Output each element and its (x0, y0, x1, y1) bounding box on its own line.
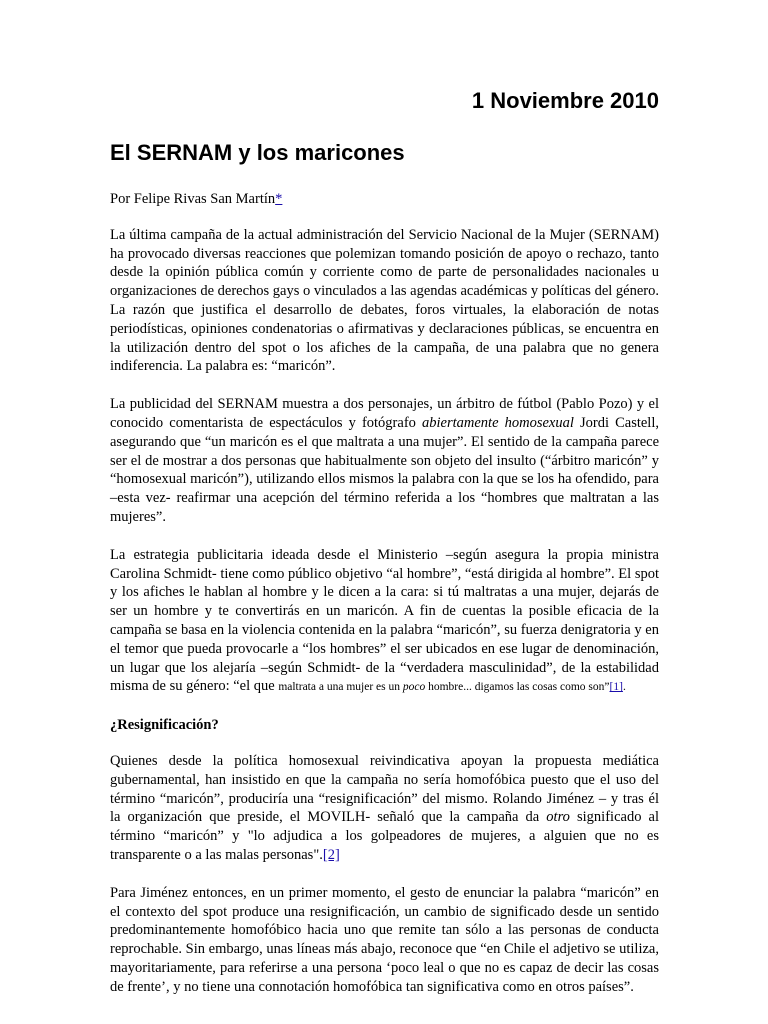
paragraph-2-emphasis: abiertamente homosexual (422, 414, 574, 431)
byline (110, 190, 659, 209)
quote-small (278, 681, 626, 693)
paragraph-4 (110, 752, 659, 865)
paragraph-3 (110, 546, 659, 697)
article-title: El SERNAM y los maricones (110, 140, 405, 165)
section-heading: ¿Resignificación? (110, 717, 219, 734)
paragraph-4-emphasis: otro (546, 809, 570, 826)
quote-small-a: maltrata a una mujer es un (278, 681, 403, 694)
publication-date: 1 Noviembre 2010 (471, 88, 659, 113)
quote-small-b: hombre... digamos las cosas como son” (425, 681, 610, 694)
paragraph-2-text-a: La publicidad del SERNAM muestra a dos personajes, un árbitro de fútbol (Pablo Pozo) y el conocido comentarista de espectáculos y fotógrafo (110, 396, 659, 431)
quote-small-emphasis: poco (402, 681, 426, 694)
paragraph-2-text-b: Jordi Castell, asegurando que “un maricón es el que maltrata a una mujer”. El sentido de la campaña parece ser el de mostrar a dos personas que habitualmente son objeto del insulto (“árbitro maricón” y “homosexual maricón”), utilizando ellos mismos la palabra con la que se los ha ofendido, para –esta vez- reafirmar una acepción del término referida a los “hombres que maltratan a las mujeres”. (110, 414, 659, 525)
footnote-link-1[interactable]: [1] (609, 681, 623, 694)
author-footnote-link[interactable]: * (275, 191, 283, 207)
paragraph-4-text-a: Quienes desde la política homosexual reivindicativa apoyan la propuesta mediática gubernamental, han insistido en que la campaña no sería homofóbica puesto que el uso del término “maricón”, produciría una “resignificación” del mismo. Rolando Jiménez – y tras él la organización que preside, el MOVILH- señaló que la campaña da (110, 752, 659, 826)
paragraph-3-text-a: La estrategia publicitaria ideada desde el Ministerio –según asegura la propia ministra Carolina Schmidt- tiene como público objetivo “al hombre”, “está dirigida al hombre”. El spot y los afiches le hablan al hombre y le dicen a la cara: si tú maltratas a una mujer, dejarás de ser un hombre y te convertirás en un maricón. A fin de cuentas la posible eficacia de la campaña se basa en la violencia contenida en la palabra “maricón”, su fuerza denigratoria y en el temor que pueda provocarle a “los hombres” el ser ubicados en ese lugar de denominación, un lugar que los alejaría –según Schmidt- de la “verdadera masculinidad”, de la estabilidad misma de su género: “el que (110, 546, 659, 695)
paragraph-2 (110, 395, 659, 527)
paragraph-5: Para Jiménez entonces, en un primer momento, el gesto de enunciar la palabra “maricón” en el contexto del spot produce una resignificación, un cambio de significado desde un sentido predominantemente homofóbico hacia uno que remite tan sólo a las personas de conducta reprochable. Sin embargo, unas líneas más abajo, reconoce que “en Chile el adjetivo se utiliza, mayoritariamente, para referirse a una persona ‘poco leal o que no es capaz de decir las cosas de frente’, y no tiene una connotación homofóbica tan significativa como en otros países”. (110, 884, 659, 995)
byline-text: Por Felipe Rivas San Martín (110, 191, 276, 207)
footnote-link-2[interactable]: [2] (322, 846, 340, 863)
quote-small-end: . (622, 681, 626, 694)
article-body (110, 190, 659, 1015)
paragraph-4-text-b: significado al término “maricón” y "lo adjudica a los golpeadores de mujeres, a alguien que no es transparente o a las malas personas". (110, 809, 659, 863)
paragraph-1: La última campaña de la actual administración del Servicio Nacional de la Mujer (SERNAM) ha provocado diversas reacciones que polemizan tomando posición de apoyo o rechazo, tanto desde la opinión pública común y corriente como de parte de personalidades nacionales u organizaciones de derechos gays o vinculados a las agendas académicas y políticas del género. La razón que justifica el desarrollo de debates, foros virtuales, la elaboración de notas periodísticas, opiniones condenatorias o afirmativas y declaraciones públicas, se encuentra en la utilización dentro del spot o los afiches de la campaña, de una palabra que no genera indiferencia. La palabra es: “maricón”. (110, 226, 659, 375)
